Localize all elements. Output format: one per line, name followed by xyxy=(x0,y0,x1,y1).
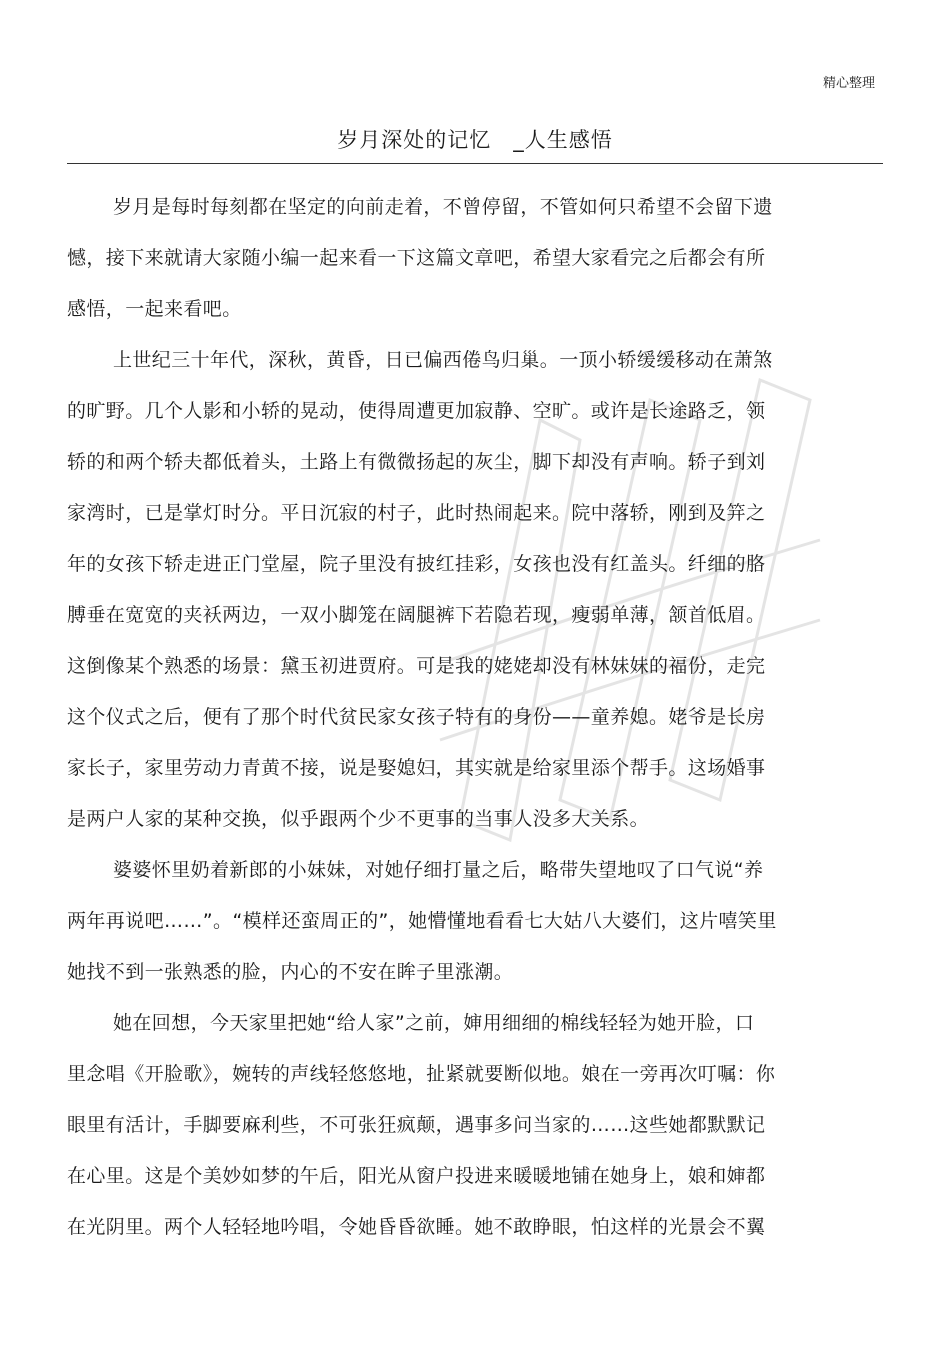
paragraph-2-line: 这个仪式之后，便有了那个时代贫民家女孩子特有的身份——童养媳。姥爷是长房 xyxy=(67,706,766,728)
paragraph-2-line: 家长子，家里劳动力青黄不接，说是娶媳妇，其实就是给家里添个帮手。这场婚事 xyxy=(67,757,766,779)
paragraph-1-line: 憾，接下来就请大家随小编一起来看一下这篇文章吧，希望大家看完之后都会有所 xyxy=(67,247,766,269)
paragraph-3-line: 婆婆怀里奶着新郎的小妹妹，对她仔细打量之后，略带失望地叹了口气说“养 xyxy=(113,859,764,881)
paragraph-2-line: 家湾时，已是掌灯时分。平日沉寂的村子，此时热闹起来。院中落轿，刚到及笄之 xyxy=(67,502,766,524)
page-title: 岁月深处的记忆 _人生感悟 xyxy=(337,128,613,152)
paragraph-2-line: 是两户人家的某种交换，似乎跟两个少不更事的当事人没多大关系。 xyxy=(67,808,650,830)
paragraph-4-line: 她在回想，今天家里把她“给人家”之前，婶用细细的棉线轻轻为她开脸，口 xyxy=(113,1012,755,1034)
paragraph-2-line: 的旷野。几个人影和小轿的晃动，使得周遭更加寂静、空旷。或许是长途路乏，领 xyxy=(67,400,766,422)
article-body xyxy=(67,188,827,1259)
paragraph-3-line: 两年再说吧……”。“模样还蛮周正的”，她懵懂地看看七大姑八大婆们，这片嘻笑里 xyxy=(67,910,777,932)
paragraph-2-line: 年的女孩下轿走进正门堂屋，院子里没有披红挂彩，女孩也没有红盖头。纤细的胳 xyxy=(67,553,766,575)
header-note: 精心整理 xyxy=(822,76,875,91)
paragraph-1-line: 感悟，一起来看吧。 xyxy=(67,298,242,320)
paragraph-3-line: 她找不到一张熟悉的脸，内心的不安在眸子里涨潮。 xyxy=(67,961,514,983)
paragraph-4-line: 在光阴里。两个人轻轻地吟唱，令她昏昏欲睡。她不敢睁眼，怕这样的光景会不翼 xyxy=(67,1216,766,1238)
paragraph-4-line: 里念唱《开脸歌》，婉转的声线轻悠悠地，扯紧就要断似地。娘在一旁再次叮嘱：你 xyxy=(67,1063,776,1085)
paragraph-2-line: 膊垂在宽宽的夹袄两边，一双小脚笼在阔腿裤下若隐若现，瘦弱单薄，颔首低眉。 xyxy=(67,604,766,626)
title-divider xyxy=(67,163,883,164)
paragraph-2-line: 轿的和两个轿夫都低着头，土路上有微微扬起的灰尘，脚下却没有声响。轿子到刘 xyxy=(67,451,766,473)
paragraph-4-line: 眼里有活计，手脚要麻利些，不可张狂疯颠，遇事多问当家的……这些她都默默记 xyxy=(67,1114,766,1136)
paragraph-4-line: 在心里。这是个美妙如梦的午后，阳光从窗户投进来暖暖地铺在她身上，娘和婶都 xyxy=(67,1165,766,1187)
paragraph-2-line: 这倒像某个熟悉的场景：黛玉初进贾府。可是我的姥姥却没有林妹妹的福份，走完 xyxy=(67,655,766,677)
paragraph-1-line: 岁月是每时每刻都在坚定的向前走着，不曾停留，不管如何只希望不会留下遗 xyxy=(113,196,773,218)
paragraph-2-line: 上世纪三十年代，深秋，黄昏，日已偏西倦鸟归巢。一顶小轿缓缓移动在萧煞 xyxy=(113,349,773,371)
